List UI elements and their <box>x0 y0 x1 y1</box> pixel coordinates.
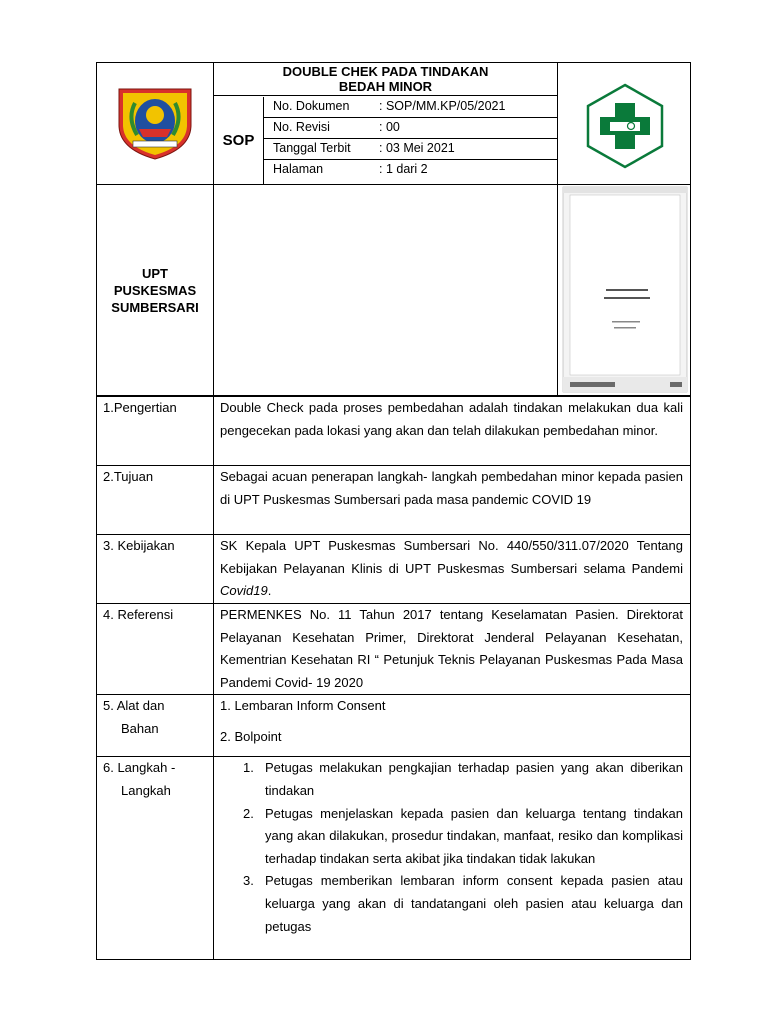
row-referensi <box>97 604 691 695</box>
organization-name <box>97 185 214 395</box>
sop-document <box>96 62 691 960</box>
langkah-text: Petugas melakukan pengkajian terhadap pasien yang akan diberikan tindakan <box>265 760 683 798</box>
langkah-number: 3. <box>243 873 254 889</box>
label-tujuan: 2.Tujuan <box>97 466 214 535</box>
langkah-list <box>214 757 691 960</box>
text-referensi: PERMENKES No. 11 Tahun 2017 tentang Keselamatan Pasien. Direktorat Pelayanan Kesehatan Primer, Direktorat Jenderal Pelayanan Kesehatan, Kementrian Kesehatan RI “ Petunjuk Teknis Pelayanan Puskesmas Pada Masa Pandemi Covid- 19 2020 <box>214 604 691 695</box>
langkah-item-3 <box>220 870 683 938</box>
meta-key: Tanggal Terbit <box>273 141 351 155</box>
label-alat-line-2: Bahan <box>121 720 159 736</box>
row-langkah <box>97 757 691 960</box>
meta-value: : 03 Mei 2021 <box>379 141 455 155</box>
crest-icon <box>97 63 213 184</box>
langkah-number: 1. <box>243 760 254 776</box>
alat-item-2: 2. Bolpoint <box>220 728 282 744</box>
organization-row <box>96 184 691 396</box>
meta-value: : 00 <box>379 120 400 134</box>
label-alat-bahan <box>97 695 214 757</box>
row-kebijakan <box>97 535 691 604</box>
title-line-2: BEDAH MINOR <box>338 79 433 94</box>
langkah-text: Petugas menjelaskan kepada pasien dan keluarga tentang tindakan yang akan dilakukan, prosedur tindakan, manfaat, resiko dan komplikasi terhadap tindakan serta akibat jika tindakan tidak lakukan <box>265 805 683 866</box>
health-cross-icon <box>558 63 692 184</box>
meta-key: No. Dokumen <box>273 99 350 113</box>
text-kebijakan <box>214 535 691 604</box>
meta-key: No. Revisi <box>273 120 330 134</box>
document-title <box>214 63 557 96</box>
org-line-1: UPT <box>142 265 168 281</box>
label-alat-line-1: 5. Alat dan <box>103 698 165 714</box>
alat-list <box>214 695 691 757</box>
label-langkah-line-2: Langkah <box>121 782 171 798</box>
meta-row-halaman <box>264 160 557 181</box>
puskesmas-logo <box>557 63 692 184</box>
kebijakan-main: SK Kepala UPT Puskesmas Sumbersari No. 440/550/311.07/2020 Tentang Kebijakan Pelayanan Klinis di UPT Puskesmas Sumbersari selama Pandemi <box>220 538 683 576</box>
sop-content-table <box>96 396 691 960</box>
text-tujuan: Sebagai acuan penerapan langkah- langkah pembedahan minor kepada pasien di UPT Puskesmas Sumbersari pada masa pandemic COVID 19 <box>214 466 691 535</box>
row-alat-bahan <box>97 695 691 757</box>
label-langkah <box>97 757 214 960</box>
alat-item-1: 1. Lembaran Inform Consent <box>220 698 386 714</box>
meta-value: : 1 dari 2 <box>379 162 428 176</box>
meta-row-dokumen <box>264 97 557 118</box>
label-pengertian: 1.Pengertian <box>97 397 214 466</box>
label-langkah-line-1: 6. Langkah - <box>103 760 176 776</box>
org-line-3: SUMBERSARI <box>111 299 199 315</box>
langkah-item-1 <box>220 757 683 802</box>
kebijakan-italic: Covid19 <box>220 583 268 599</box>
langkah-number: 2. <box>243 805 254 821</box>
screenshot-thumbnail-icon <box>558 185 692 395</box>
langkah-text: Petugas memberikan lembaran inform consent kepada pasien atau keluarga yang akan di tandatangani oleh pasien atau keluarga dan petugas <box>265 873 683 934</box>
sop-label: SOP <box>214 97 264 184</box>
meta-row-tanggal <box>264 139 557 160</box>
regional-crest-logo <box>97 63 214 184</box>
row-pengertian <box>97 397 691 466</box>
meta-key: Halaman <box>273 162 324 176</box>
title-line-1: DOUBLE CHEK PADA TINDAKAN <box>282 64 489 79</box>
document-meta <box>264 97 557 181</box>
label-referensi: 4. Referensi <box>97 604 214 695</box>
label-kebijakan: 3. Kebijakan <box>97 535 214 604</box>
signature-screenshot-image <box>557 185 692 395</box>
langkah-item-2 <box>220 803 683 871</box>
meta-row-revisi <box>264 118 557 139</box>
org-line-2: PUSKESMAS <box>113 282 197 298</box>
document-header <box>96 62 691 184</box>
kebijakan-end: . <box>267 583 272 599</box>
text-pengertian: Double Check pada proses pembedahan adalah tindakan melakukan dua kali pengecekan pada lokasi yang akan dan telah dilakukan pembedahan minor. <box>214 397 691 466</box>
meta-value: : SOP/MM.KP/05/2021 <box>379 99 506 113</box>
row-tujuan <box>97 466 691 535</box>
